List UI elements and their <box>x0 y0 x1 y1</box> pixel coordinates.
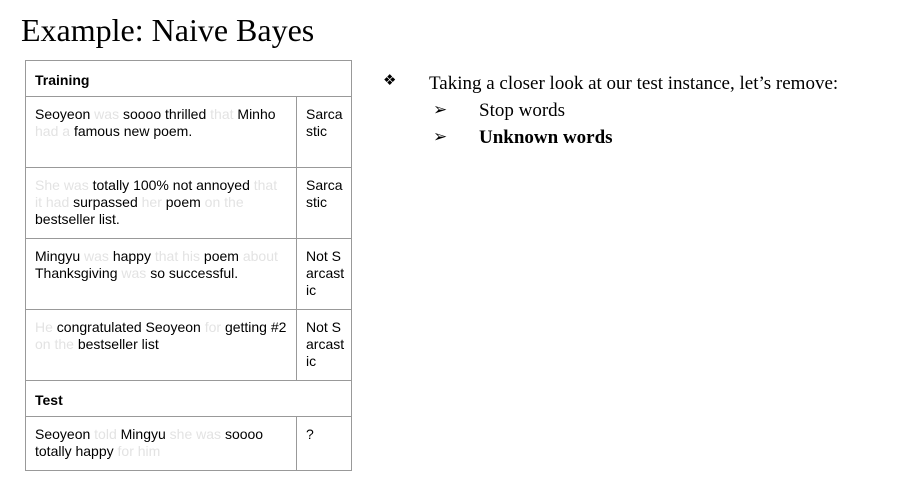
removed-word: it <box>35 194 42 210</box>
word: Mingyu <box>35 248 81 264</box>
label-cell: Not Sarcastic <box>297 310 352 381</box>
removed-word: for <box>204 319 222 335</box>
removed-word: was <box>63 177 89 193</box>
word: getting <box>224 319 267 335</box>
word: so <box>150 265 165 281</box>
word: not <box>172 177 193 193</box>
word: thrilled <box>165 106 207 122</box>
word: soooo <box>224 426 264 442</box>
table-row <box>26 417 352 471</box>
word: 100% <box>133 177 169 193</box>
word: Thanksgiving <box>35 265 118 281</box>
word: soooo <box>122 106 162 122</box>
word: #2 <box>270 319 287 335</box>
word: Minho <box>237 106 276 122</box>
sub-bullet-text: Stop words <box>479 100 566 121</box>
word: poem <box>165 194 201 210</box>
removed-word: him <box>137 443 161 459</box>
word: bestseller <box>77 336 138 352</box>
word: new <box>123 123 150 139</box>
word: Mingyu <box>120 426 166 442</box>
removed-word: that <box>253 177 278 193</box>
word: list <box>141 336 159 352</box>
label-cell: Sarcastic <box>297 168 352 239</box>
removed-word: had <box>35 123 59 139</box>
diamond-bullet-icon: ❖ <box>383 71 397 89</box>
word: totally <box>92 177 130 193</box>
removed-word: his <box>182 248 201 264</box>
label-cell: Sarcastic <box>297 97 352 168</box>
word: Seoyeon <box>35 106 91 122</box>
removed-word: that <box>154 248 179 264</box>
removed-word: the <box>224 194 244 210</box>
removed-word: on <box>204 194 221 210</box>
removed-word: was <box>121 265 147 281</box>
removed-word: for <box>117 443 134 459</box>
word: famous <box>73 123 120 139</box>
word: bestseller <box>35 211 95 227</box>
word: poem. <box>153 123 193 139</box>
removed-word: was <box>94 106 120 122</box>
removed-word: that <box>210 106 234 122</box>
sentence-cell <box>26 239 297 310</box>
sentence-cell <box>26 417 297 471</box>
word: surpassed <box>73 194 138 210</box>
removed-word: told <box>94 426 117 442</box>
word: poem <box>203 248 239 264</box>
table-row <box>26 310 352 381</box>
removed-word: the <box>54 336 74 352</box>
table-row <box>26 97 352 168</box>
removed-word: She <box>35 177 60 193</box>
slide-title: Example: Naive Bayes <box>21 12 315 48</box>
naive-bayes-table <box>25 60 352 471</box>
removed-word: she <box>169 426 193 442</box>
sentence-cell <box>26 310 297 381</box>
word: totally <box>35 443 72 459</box>
word: happy <box>112 248 151 264</box>
sub-bullet-text: Unknown words <box>479 127 613 148</box>
removed-word: her <box>141 194 162 210</box>
word: Seoyeon <box>145 319 201 335</box>
word: annoyed <box>196 177 250 193</box>
word: list. <box>98 211 120 227</box>
removed-word: He <box>35 319 53 335</box>
bullet-text: Taking a closer look at our test instance, let’s remove: <box>429 73 839 94</box>
training-header: Training <box>26 61 352 97</box>
word: Seoyeon <box>35 426 91 442</box>
removed-word: a <box>62 123 71 139</box>
removed-word: had <box>45 194 70 210</box>
table-row <box>26 168 352 239</box>
sentence-cell <box>26 168 297 239</box>
sentence-cell <box>26 97 297 168</box>
removed-word: was <box>196 426 222 442</box>
test-header-row <box>26 381 352 417</box>
training-header-row <box>26 61 352 97</box>
arrowhead-bullet-icon: ➢ <box>433 100 448 120</box>
test-header: Test <box>26 381 352 417</box>
label-cell: ? <box>297 417 352 471</box>
word: congratulated <box>56 319 142 335</box>
word: happy <box>75 443 114 459</box>
word: successful. <box>168 265 239 281</box>
table-row <box>26 239 352 310</box>
label-cell: Not Sarcastic <box>297 239 352 310</box>
arrowhead-bullet-icon: ➢ <box>433 127 448 147</box>
removed-word: about <box>242 248 278 264</box>
removed-word: on <box>35 336 51 352</box>
removed-word: was <box>84 248 109 264</box>
